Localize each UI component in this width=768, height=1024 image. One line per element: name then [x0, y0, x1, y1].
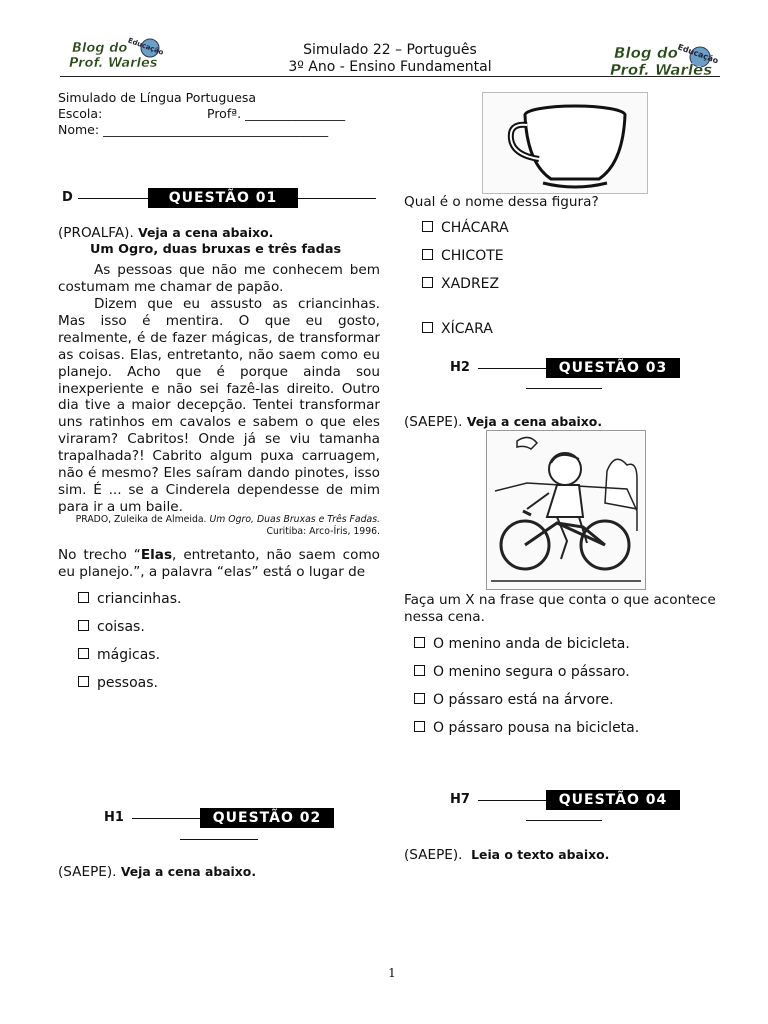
- header-title-1: Simulado 22 – Português: [303, 42, 477, 58]
- q1-question: No trecho “Elas, entretanto, não saem como eu planejo.”, a palavra “elas” está o lugar de: [58, 547, 380, 580]
- rule: [526, 388, 602, 389]
- checkbox[interactable]: [78, 648, 89, 659]
- q4-source-line: (SAEPE). Leia o texto abaixo.: [404, 847, 610, 863]
- checkbox[interactable]: [414, 637, 425, 648]
- q3-option-a[interactable]: O menino anda de bicicleta.: [414, 635, 630, 653]
- q2-source-line: (SAEPE). Veja a cena abaixo.: [58, 864, 257, 880]
- question-04-label: QUESTÃO 04: [546, 790, 680, 810]
- descriptor-label: H7: [450, 792, 470, 807]
- q2-option-c[interactable]: XADREZ: [422, 275, 499, 293]
- header-title-2: 3º Ano - Ensino Fundamental: [288, 59, 492, 75]
- paragraph-1: As pessoas que não me conhecem bem costumam me chamar de papão.: [58, 262, 380, 295]
- question-01-label: QUESTÃO 01: [148, 188, 298, 208]
- question-03-label: QUESTÃO 03: [546, 358, 680, 378]
- checkbox[interactable]: [422, 221, 433, 232]
- checkbox[interactable]: [414, 721, 425, 732]
- question-02-bar: [104, 808, 336, 828]
- question-03-bar: [450, 358, 680, 378]
- q3-option-b[interactable]: O menino segura o pássaro.: [414, 663, 630, 681]
- checkbox[interactable]: [414, 665, 425, 676]
- q3-source-line: (SAEPE). Veja a cena abaixo.: [404, 414, 603, 430]
- checkbox[interactable]: [414, 693, 425, 704]
- question-02-label: QUESTÃO 02: [200, 808, 334, 828]
- checkbox[interactable]: [78, 620, 89, 631]
- question-04-bar: [450, 790, 680, 810]
- checkbox[interactable]: [422, 277, 433, 288]
- q1-option-a[interactable]: criancinhas.: [78, 590, 181, 608]
- descriptor-label: H1: [104, 810, 124, 825]
- page-number: 1: [388, 966, 396, 980]
- q3-question: Faça um X na frase que conta o que acontece nessa cena.: [404, 592, 716, 625]
- rule: [526, 820, 602, 821]
- logo-text-2: Prof. Warles: [610, 61, 713, 79]
- cup-illustration: [482, 92, 648, 194]
- logo-text-2: Prof. Warles: [69, 56, 158, 71]
- descriptor-label: D: [62, 190, 73, 205]
- header-rule: [60, 76, 720, 77]
- q1-option-c[interactable]: mágicas.: [78, 646, 160, 664]
- rule: [478, 368, 548, 369]
- q2-option-a[interactable]: CHÁCARA: [422, 219, 509, 237]
- logo-arc: Educação: [126, 36, 165, 57]
- q1-option-d[interactable]: pessoas.: [78, 674, 158, 692]
- question-01-bar: [62, 188, 378, 208]
- nome-field: Nome: ____________________________________: [58, 122, 329, 137]
- text-title: Um Ogro, duas bruxas e três fadas: [90, 242, 342, 257]
- q2-option-d[interactable]: XÍCARA: [422, 320, 493, 338]
- blog-logo-left: [66, 36, 166, 76]
- checkbox[interactable]: [422, 249, 433, 260]
- checkbox[interactable]: [78, 592, 89, 603]
- rule: [478, 800, 548, 801]
- q2-question: Qual é o nome dessa figura?: [404, 194, 599, 210]
- rule: [180, 839, 258, 840]
- prof-field: Profª. ________________: [207, 106, 346, 121]
- q1-option-b[interactable]: coisas.: [78, 618, 145, 636]
- checkbox[interactable]: [422, 322, 433, 333]
- citation: PRADO, Zuleika de Almeida. Um Ogro, Duas Bruxas e Três Fadas. Curitiba: Arco-Íris, 1996.: [75, 514, 380, 537]
- descriptor-label: H2: [450, 360, 470, 375]
- logo-text-1: Blog do: [72, 41, 128, 56]
- boy-bicycle-illustration: [486, 430, 646, 590]
- logo-arc: Educação: [676, 42, 720, 66]
- checkbox[interactable]: [78, 676, 89, 687]
- q3-option-d[interactable]: O pássaro pousa na bicicleta.: [414, 719, 639, 737]
- logo-text-1: Blog do: [614, 44, 678, 62]
- q3-option-c[interactable]: O pássaro está na árvore.: [414, 691, 614, 709]
- form-heading: Simulado de Língua Portuguesa: [58, 90, 257, 105]
- rule: [298, 198, 376, 199]
- q2-option-b[interactable]: CHICOTE: [422, 247, 504, 265]
- rule: [132, 818, 202, 819]
- paragraph-2: Dizem que eu assusto as criancinhas. Mas isso é mentira. O que eu gosto, realmente, é de fazer mágicas, de transformar as coisas. Elas, entretanto, não saem como eu planejo. Acho que é porque ainda sou inexperiente e não sei fazê-las direito. Outro dia tive a maior decepção. Tentei transformar uns ratinhos em cavalos e sabem o que eles viraram? Cabritos! Onde já se viu tamanha trapalhada?! Cabrito algum puxa carruagem, não é mesmo? Eles saíram dando pinotes, isso sim. É ... se a Cinderela dependesse de mim para ir a um baile.: [58, 296, 380, 515]
- q1-source-line: (PROALFA). Veja a cena abaixo.: [58, 225, 274, 241]
- escola-label: Escola:: [58, 106, 103, 121]
